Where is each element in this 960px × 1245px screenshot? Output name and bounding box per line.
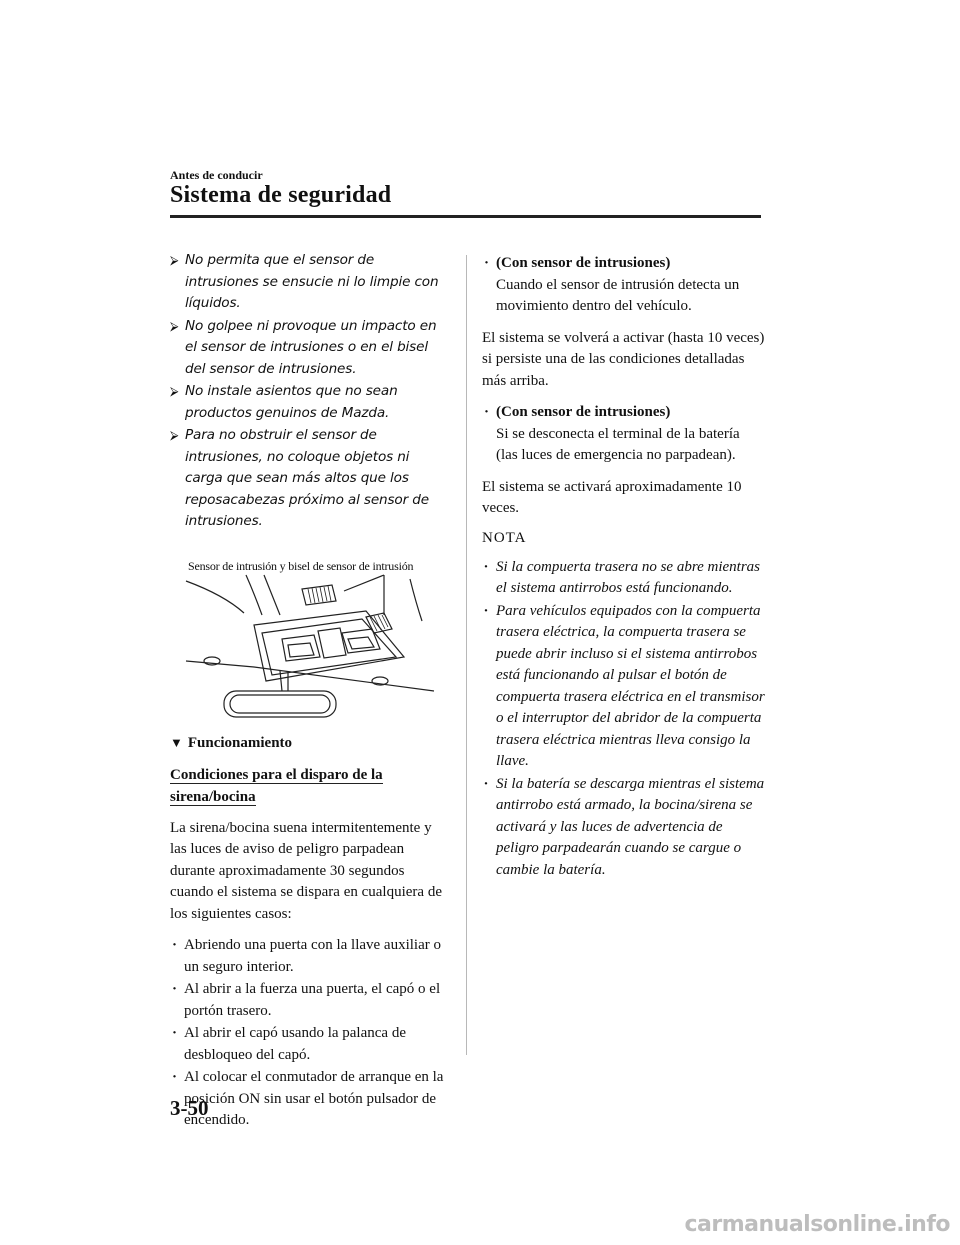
list-item: · Si la batería se descarga mientras el sistema antirrobo está armado, la bocina/sirena se activará y las luces de advertencia de peligro parpadearán cuando se cargue o cambie la batería. [484, 775, 765, 878]
arrow-bullet-icon: ⮚ [170, 318, 179, 333]
sensor-bullet-list-2 [482, 402, 765, 467]
operation-subheading [170, 735, 448, 752]
caution-item [170, 250, 448, 315]
caution-text: No instale asientos que no sean productos genuinos de Mazda. [185, 383, 398, 421]
list-item: · Para vehículos equipados con la compuerta trasera eléctrica, la compuerta trasera se puede abrir incluso si el sistema antirrobos está funcionando al pulsar el botón de compuerta trasera eléctrica en el transmisor o el interruptor del abridor de la compuerta trasera eléctrica mientras lleva consigo la llave. [484, 602, 765, 769]
dot-bullet-icon: · [484, 602, 488, 619]
dot-bullet-icon: · [484, 775, 488, 792]
caution-text: No golpee ni provoque un impacto en el sensor de intrusiones o en el bisel del sensor de intrusiones. [185, 317, 437, 377]
column-divider [466, 255, 467, 1055]
page-title: Sistema de seguridad [170, 182, 392, 208]
bullet-label: (Con sensor de intrusiones) [496, 404, 671, 420]
list-item: · Al colocar el conmutador de arranque en la posición ON sin usar el botón pulsador de encendido. [172, 1069, 444, 1128]
header-divider [170, 215, 761, 218]
trigger-conditions-heading [170, 764, 448, 808]
trigger-bullet-list [170, 935, 448, 1132]
caution-item [170, 381, 448, 424]
caution-item [170, 316, 448, 381]
bullet-label: (Con sensor de intrusiones) [496, 255, 671, 271]
watermark: carmanualsonline.info [684, 1212, 950, 1237]
page-number: 3-50 [170, 1096, 209, 1120]
right-column [482, 253, 765, 882]
dot-bullet-icon: · [484, 404, 490, 420]
arrow-bullet-icon: ⮚ [170, 384, 179, 398]
caution-item [170, 425, 448, 533]
subheading-text: Funcionamiento [187, 734, 293, 751]
sensor-bullet-list-1 [482, 253, 765, 318]
dot-bullet-icon: · [484, 255, 490, 271]
intrusion-sensor-figure [170, 551, 448, 721]
figure-caption: Sensor de intrusión y bisel de sensor de intrusión [188, 558, 414, 573]
left-column [170, 250, 448, 1133]
dot-bullet-icon: · [172, 1025, 178, 1041]
arrow-bullet-icon: ⮚ [170, 428, 179, 442]
nota-label: NOTA [482, 529, 527, 546]
trigger-paragraph: La sirena/bocina suena intermitentemente y las luces de aviso de peligro parpadean durante aproximadamente 30 segundos cuando el sistema se dispara en cualquiera de los siguientes casos: [170, 819, 442, 922]
nota-list [482, 557, 765, 882]
arrow-bullet-icon: ⮚ [170, 253, 179, 267]
caution-text: Para no obstruir el sensor de intrusiones, no coloque objetos ni carga que sean más altos que los reposacabezas próximo al sensor de intrusiones. [185, 427, 429, 529]
list-item: · Al abrir a la fuerza una puerta, el capó o el portón trasero. [172, 981, 441, 1019]
bullet-text: Si se desconecta el terminal de la batería (las luces de emergencia no parpadean). [496, 425, 740, 463]
dot-bullet-icon: · [172, 981, 178, 997]
bullet-text: Cuando el sensor de intrusión detecta un movimiento dentro del vehículo. [496, 276, 740, 314]
dot-bullet-icon: · [484, 558, 488, 575]
activation-paragraph: El sistema se activará aproximadamente 10 veces. [482, 478, 742, 516]
caution-text: No permita que el sensor de intrusiones se ensucie ni lo limpie con líquidos. [185, 252, 439, 311]
header-section: Antes de conducir [170, 168, 263, 182]
triangle-down-icon: ▼ [170, 734, 183, 750]
list-item: · Si la compuerta trasera no se abre mientras el sistema antirrobos está funcionando. [484, 558, 761, 596]
overhead-console-illustration [184, 573, 446, 721]
reactivation-paragraph: El sistema se volverá a activar (hasta 10 veces) si persiste una de las condiciones detalladas más arriba. [482, 329, 765, 389]
caution-list [170, 250, 448, 533]
dot-bullet-icon: · [172, 1069, 178, 1085]
dot-bullet-icon: · [172, 937, 178, 953]
list-item [482, 253, 765, 318]
list-item: · Al abrir el capó usando la palanca de desbloqueo del capó. [172, 1025, 406, 1063]
underlined-heading-text: Condiciones para el disparo de la sirena/bocina [170, 766, 383, 805]
list-item: · Abriendo una puerta con la llave auxiliar o un seguro interior. [172, 937, 441, 975]
list-item [482, 402, 765, 467]
